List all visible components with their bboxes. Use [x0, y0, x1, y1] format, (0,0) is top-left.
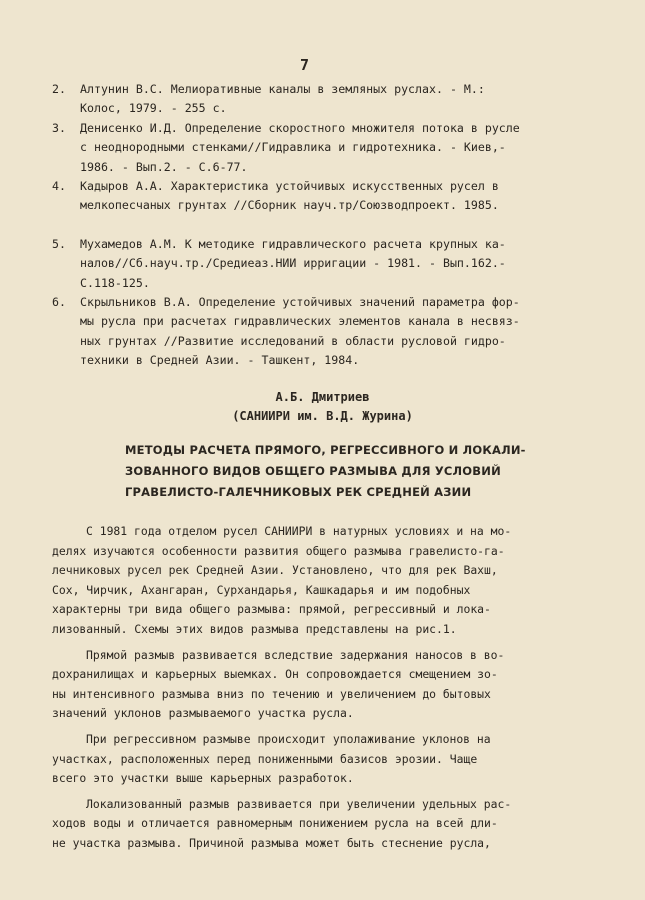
- reference-line: мелкопесчаных грунтах //Сборник науч.тр/Союзводпроект. 1985.: [80, 198, 499, 213]
- text-line: участках, расположенных перед пониженными базисов эрозии. Чаще: [52, 751, 478, 766]
- text-line: лечниковых русел рек Средней Азии. Установлено, что для рек Вахш,: [52, 563, 498, 578]
- reference-item: [52, 119, 612, 177]
- reference-line: ных грунтах //Развитие исследований в области русловой гидро-: [80, 333, 506, 348]
- article-body: [52, 522, 612, 860]
- reference-item: [52, 177, 612, 216]
- text-line: С 1981 года отделом русел САНИИРИ в натурных условиях и на мо-: [86, 524, 512, 538]
- text-line: ходов воды и отличается равномерным понижением русла на всей дли-: [52, 816, 498, 831]
- title-line: МЕТОДЫ РАСЧЕТА ПРЯМОГО, РЕГРЕССИВНОГО И ЛОКАЛИ-: [125, 443, 526, 457]
- author-name: А.Б. Дмитриев: [275, 390, 370, 404]
- author-block: [0, 388, 645, 426]
- reference-text: [80, 293, 612, 371]
- text-line: не участка размыва. Причиной размыва может быть стеснение русла,: [52, 835, 491, 850]
- text-line: всего это участки выше карьерных разработок.: [52, 771, 354, 786]
- page-number: 7: [300, 56, 310, 74]
- reference-item: [52, 293, 612, 371]
- reference-item: [52, 80, 612, 119]
- reference-line: 1986. - Вып.2. - С.6-77.: [80, 159, 248, 174]
- text-line: лизованный. Схемы этих видов размыва представлены на рис.1.: [52, 621, 457, 636]
- reference-line: Мухамедов А.М. К методике гидравлического расчета крупных ка-: [80, 236, 506, 251]
- reference-item: [52, 235, 612, 293]
- article-title: [125, 440, 545, 503]
- text-line: ны интенсивного размыва вниз по течению и увеличением до бытовых: [52, 686, 491, 701]
- paragraph: [52, 730, 612, 789]
- reference-line: с неоднородными стенками//Гидравлика и гидротехника. - Киев,-: [80, 140, 506, 155]
- paragraph: [52, 646, 612, 724]
- text-line: характерны три вида общего размыва: прямой, регрессивный и лока-: [52, 602, 491, 617]
- reference-line: Алтунин В.С. Мелиоративные каналы в земляных руслах. - М.:: [80, 82, 485, 96]
- text-line: дохранилищах и карьерных выемках. Он сопровождается смещением зо-: [52, 667, 498, 682]
- reference-text: [80, 235, 612, 293]
- reference-line: Скрыльников В.А. Определение устойчивых значений параметра фор-: [80, 295, 520, 310]
- reference-line: Денисенко И.Д. Определение скоростного множителя потока в русле: [80, 120, 520, 135]
- text-line: значений уклонов размываемого участка русла.: [52, 706, 354, 721]
- text-line: Локализованный размыв развивается при увеличении удельных рас-: [86, 796, 512, 811]
- author-affiliation: (САНИИРИ им. В.Д. Журина): [232, 409, 413, 423]
- title-line: ГРАВЕЛИСТО-ГАЛЕЧНИКОВЫХ РЕК СРЕДНЕЙ АЗИИ: [125, 485, 472, 499]
- reference-list: [52, 80, 612, 371]
- reference-line: техники в Средней Азии. - Ташкент, 1984.: [80, 353, 360, 368]
- reference-line: налов//Сб.науч.тр./Средиеаз.НИИ ирригации - 1981. - Вып.162.-: [80, 256, 506, 271]
- reference-line: мы русла при расчетах гидравлических элементов канала в несвяз-: [80, 314, 520, 329]
- reference-number: 4.: [52, 179, 66, 194]
- reference-number: 6.: [52, 295, 66, 310]
- title-line: ЗОВАННОГО ВИДОВ ОБЩЕГО РАЗМЫВА ДЛЯ УСЛОВИЙ: [125, 464, 501, 478]
- reference-number: 2.: [52, 82, 66, 96]
- reference-number: 5.: [52, 236, 66, 251]
- text-line: Сох, Чирчик, Ахангаран, Сурхандарья, Кашкадарья и им подобных: [52, 582, 471, 597]
- reference-text: [80, 119, 612, 177]
- reference-line: С.118-125.: [80, 275, 150, 290]
- reference-number: 3.: [52, 120, 66, 135]
- reference-line: Колос, 1979. - 255 с.: [80, 101, 227, 116]
- text-line: делях изучаются особенности развития общего размыва гравелисто-га-: [52, 543, 505, 558]
- reference-text: [80, 80, 612, 119]
- reference-text: [80, 177, 612, 216]
- text-line: При регрессивном размыве происходит уполаживание уклонов на: [86, 731, 491, 746]
- paragraph: [52, 795, 612, 854]
- paragraph: [52, 522, 612, 640]
- text-line: Прямой размыв развивается вследствие задержания наносов в во-: [86, 647, 505, 662]
- reference-line: Кадыров А.А. Характеристика устойчивых искусственных русел в: [80, 179, 499, 194]
